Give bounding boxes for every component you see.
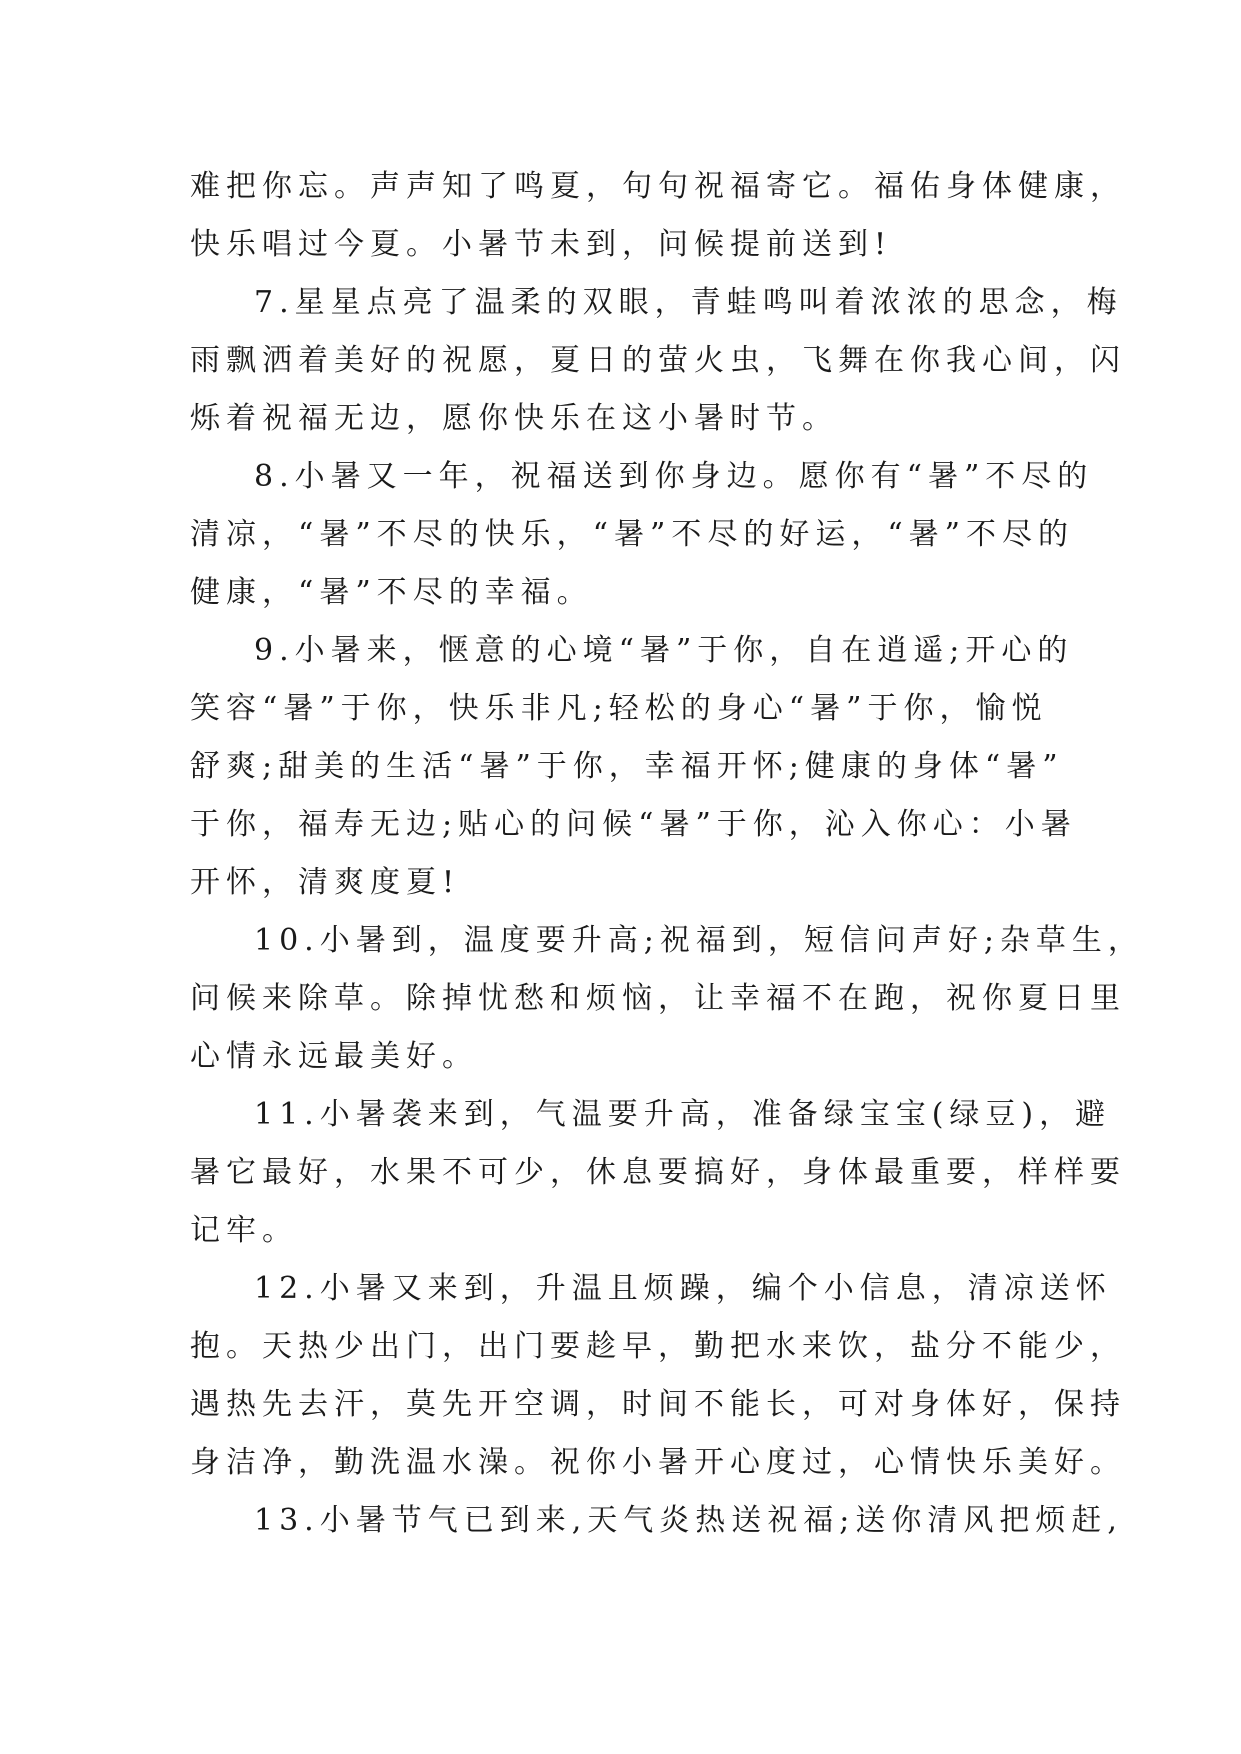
text-line: 身洁净，勤洗温水澡。祝你小暑开心度过，心情快乐美好。 [190, 1445, 1126, 1480]
paragraph-10 [190, 912, 1144, 1086]
text-line: 记牢。 [190, 1213, 298, 1248]
text-line: 舒爽;甜美的生活“暑”于你，幸福开怀;健康的身体“暑” [190, 749, 1064, 784]
paragraph-continuation [190, 158, 1126, 274]
text-line: 9.小暑来，惬意的心境“暑”于你，自在逍遥;开心的 [254, 633, 1074, 668]
text-line: 暑它最好，水果不可少，休息要搞好，身体最重要，样样要 [190, 1155, 1126, 1190]
text-line: 笑容“暑”于你，快乐非凡;轻松的身心“暑”于你，愉悦 [190, 691, 1048, 726]
text-line: 7.星星点亮了温柔的双眼，青蛙鸣叫着浓浓的思念，梅 [254, 285, 1123, 320]
paragraph-12 [190, 1260, 1126, 1492]
text-line: 问候来除草。除掉忧愁和烦恼，让幸福不在跑，祝你夏日里 [190, 981, 1126, 1016]
text-line: 难把你忘。声声知了鸣夏，句句祝福寄它。福佑身体健康， [190, 169, 1126, 204]
text-line: 清凉，“暑”不尽的快乐，“暑”不尽的好运，“暑”不尽的 [190, 517, 1075, 552]
text-line: 开怀，清爽度夏! [190, 865, 461, 900]
paragraph-7 [190, 274, 1126, 448]
text-line: 10.小暑到，温度要升高;祝福到，短信问声好;杂草生， [254, 923, 1144, 958]
text-line: 11.小暑袭来到，气温要升高，准备绿宝宝(绿豆)，避 [254, 1097, 1112, 1132]
text-line: 快乐唱过今夏。小暑节未到，问候提前送到! [190, 227, 893, 262]
paragraph-11 [190, 1086, 1126, 1260]
text-line: 心情永远最美好。 [190, 1039, 478, 1074]
text-line: 抱。天热少出门，出门要趁早，勤把水来饮，盐分不能少， [190, 1329, 1126, 1364]
text-line: 12.小暑又来到，升温且烦躁，编个小信息，清凉送怀 [254, 1271, 1112, 1306]
text-line: 烁着祝福无边，愿你快乐在这小暑时节。 [190, 401, 838, 436]
text-line: 健康，“暑”不尽的幸福。 [190, 575, 593, 610]
paragraph-8 [190, 448, 1094, 622]
text-line: 于你，福寿无边;贴心的问候“暑”于你，沁入你心：小暑 [190, 807, 1077, 842]
paragraph-13 [190, 1492, 1123, 1550]
paragraph-9 [190, 622, 1077, 912]
text-line: 遇热先去汗，莫先开空调，时间不能长，可对身体好，保持 [190, 1387, 1126, 1422]
text-line: 雨飘洒着美好的祝愿，夏日的萤火虫，飞舞在你我心间，闪 [190, 343, 1126, 378]
text-line: 13.小暑节气已到来,天气炎热送祝福;送你清风把烦赶, [254, 1503, 1123, 1538]
document-body [190, 158, 1144, 1550]
text-line: 8.小暑又一年，祝福送到你身边。愿你有“暑”不尽的 [254, 459, 1094, 494]
